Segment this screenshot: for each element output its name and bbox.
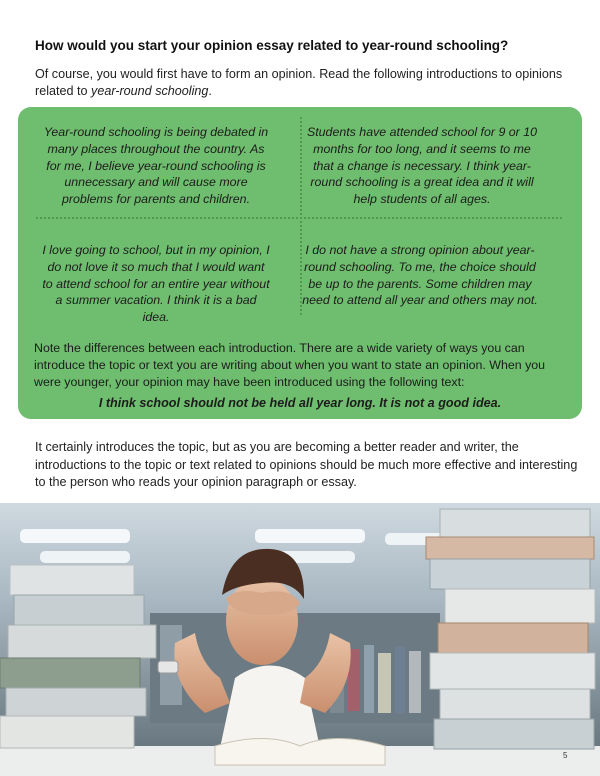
page-number: 5 — [563, 751, 568, 760]
closing-paragraph: It certainly introduces the topic, but as you are becoming a better reader and writer, the introductions to the topic or text related to opinions should be much more effective and interesting to the person who reads your opinion paragraph or essay. — [35, 440, 578, 490]
intro-paragraph — [35, 66, 580, 100]
introduction-1: Year-round schooling is being debated in many places throughout the country. As for me, I believe year-round schooling is unnecessary and will cause more problems for parents and children. — [43, 125, 269, 207]
introductions-box — [18, 107, 582, 419]
intro-emphasis: year-round schooling — [91, 84, 209, 98]
vertical-divider — [300, 117, 302, 315]
example-sentence: I think school should not be held all year long. It is not a good idea. — [98, 396, 502, 410]
horizontal-divider — [36, 217, 562, 219]
section-heading: How would you start your opinion essay related to year-round schooling? — [35, 38, 509, 53]
note-paragraph: Note the differences between each introduction. There are a wide variety of ways you can introduce the topic or text you are writing about when you want to state an opinion. When you were younger, your opinion may have been introduced using the following text: — [34, 341, 546, 390]
introduction-3: I love going to school, but in my opinion, I do not love it so much that I would want to attend school for an entire year without a summer vacation. I think it is a bad idea. — [42, 243, 270, 325]
intro-end: . — [208, 84, 212, 98]
intro-text: Of course, you would first have to form an opinion. Read the following introductions to opinions related to — [35, 67, 563, 98]
introduction-4: I do not have a strong opinion about year-round schooling. To me, the choice should be up to the parents. Some children may need to attend all year and others may not. — [302, 243, 538, 308]
introduction-2: Students have attended school for 9 or 10 months for too long, and it seems to me that a change is necessary. I think year-round schooling is a great idea and it will help students of all ages. — [306, 125, 538, 207]
library-photo — [0, 503, 600, 776]
